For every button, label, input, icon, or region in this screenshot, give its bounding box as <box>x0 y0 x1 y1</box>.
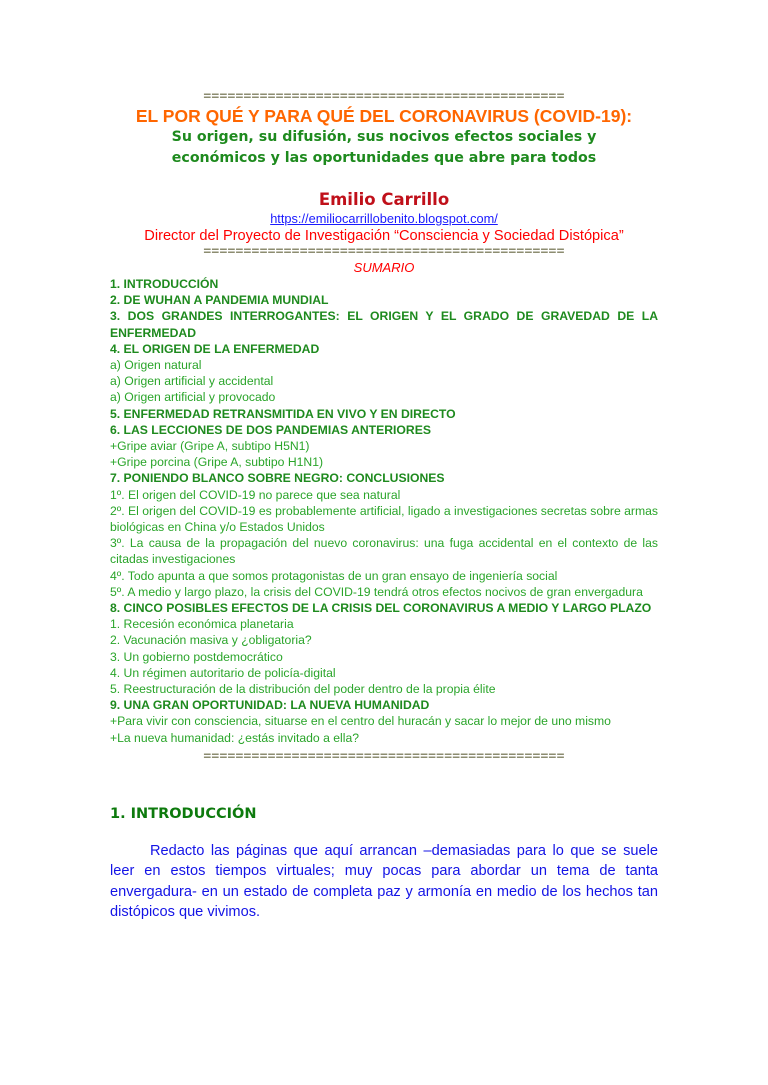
summary-subitem: 3. Un gobierno postdemocrático <box>110 649 283 664</box>
summary-subitem: 2. Vacunación masiva y ¿obligatoria? <box>110 633 312 648</box>
summary-section-item: 6. LAS LECCIONES DE DOS PANDEMIAS ANTERIORES <box>110 422 431 437</box>
author-name: Emilio Carrillo <box>318 190 450 209</box>
summary-subitem: 1º. El origen del COVID-19 no parece que sea natural <box>110 487 401 502</box>
separator-middle: ============================================= <box>203 245 565 259</box>
document-title: EL POR QUÉ Y PARA QUÉ DEL CORONAVIRUS (COVID-19): <box>135 106 633 126</box>
summary-section-item: 5. ENFERMEDAD RETRANSMITIDA EN VIVO Y EN DIRECTO <box>110 406 456 421</box>
document-subtitle-line-1: Su origen, su difusión, sus nocivos efectos sociales y <box>171 129 597 145</box>
summary-section-item: 1. INTRODUCCIÓN <box>110 277 219 291</box>
summary-subitem: +Gripe porcina (Gripe A, subtipo H1N1) <box>110 455 324 470</box>
separator-top: ============================================= <box>203 90 565 104</box>
summary-subitem: +Gripe aviar (Gripe A, subtipo H5N1) <box>110 439 310 454</box>
summary-section-item: 2. DE WUHAN A PANDEMIA MUNDIAL <box>110 293 329 308</box>
summary-list <box>110 276 658 746</box>
summary-section-item: 9. UNA GRAN OPORTUNIDAD: LA NUEVA HUMANIDAD <box>110 698 430 713</box>
summary-subitem: 4º. Todo apunta a que somos protagonistas de un gran ensayo de ingeniería social <box>110 568 558 583</box>
summary-subitem: 4. Un régimen autoritario de policía-digital <box>110 665 336 680</box>
summary-subitem: 2º. El origen del COVID-19 es probablemente artificial, ligado a investigaciones secretas sobre armas biológicas en China y/o Estados Unidos <box>110 503 658 535</box>
document-page <box>110 90 658 923</box>
summary-section-item: 3. DOS GRANDES INTERROGANTES: EL ORIGEN Y EL GRADO DE GRAVEDAD DE LA ENFERMEDAD <box>110 309 658 340</box>
summary-section-item: 8. CINCO POSIBLES EFECTOS DE LA CRISIS DEL CORONAVIRUS A MEDIO Y LARGO PLAZO <box>110 601 652 616</box>
author-affiliation: Director del Proyecto de Investigación “Consciencia y Sociedad Distópica” <box>144 228 624 244</box>
summary-subitem: +Para vivir con consciencia, situarse en el centro del huracán y sacar lo mejor de uno mismo <box>110 714 611 729</box>
summary-section-item: 4. EL ORIGEN DE LA ENFERMEDAD <box>110 341 320 356</box>
body-paragraph: Redacto las páginas que aquí arrancan –demasiadas para lo que se suele leer en estos tiempos virtuales; muy pocas para abordar un tema de tanta envergadura- en un estado de completa paz y armonía en medio de los hechos tan distópicos que vivimos. <box>110 842 658 921</box>
separator-bottom: ============================================= <box>203 749 565 764</box>
summary-subitem: a) Origen natural <box>110 358 202 373</box>
summary-subitem: 5. Reestructuración de la distribución del poder dentro de la propia élite <box>110 682 496 697</box>
summary-subitem: a) Origen artificial y accidental <box>110 374 274 389</box>
summary-subitem: 1. Recesión económica planetaria <box>110 617 294 632</box>
document-subtitle-line-2: económicos y las oportunidades que abre para todos <box>171 150 597 166</box>
blog-link[interactable]: https://emiliocarrillobenito.blogspot.com/ <box>270 211 498 226</box>
section-heading-introduccion: 1. INTRODUCCIÓN <box>110 805 257 822</box>
summary-section-item: 7. PONIENDO BLANCO SOBRE NEGRO: CONCLUSIONES <box>110 471 445 486</box>
summary-subitem: 5º. A medio y largo plazo, la crisis del COVID-19 tendrá otros efectos nocivos de gran envergadura <box>110 584 643 599</box>
summary-subitem: 3º. La causa de la propagación del nuevo coronavirus: una fuga accidental en el contexto de las citadas investigaciones <box>110 536 658 567</box>
summary-title: SUMARIO <box>353 260 415 275</box>
summary-subitem: +La nueva humanidad: ¿estás invitado a ella? <box>110 730 359 745</box>
summary-subitem: a) Origen artificial y provocado <box>110 390 276 405</box>
